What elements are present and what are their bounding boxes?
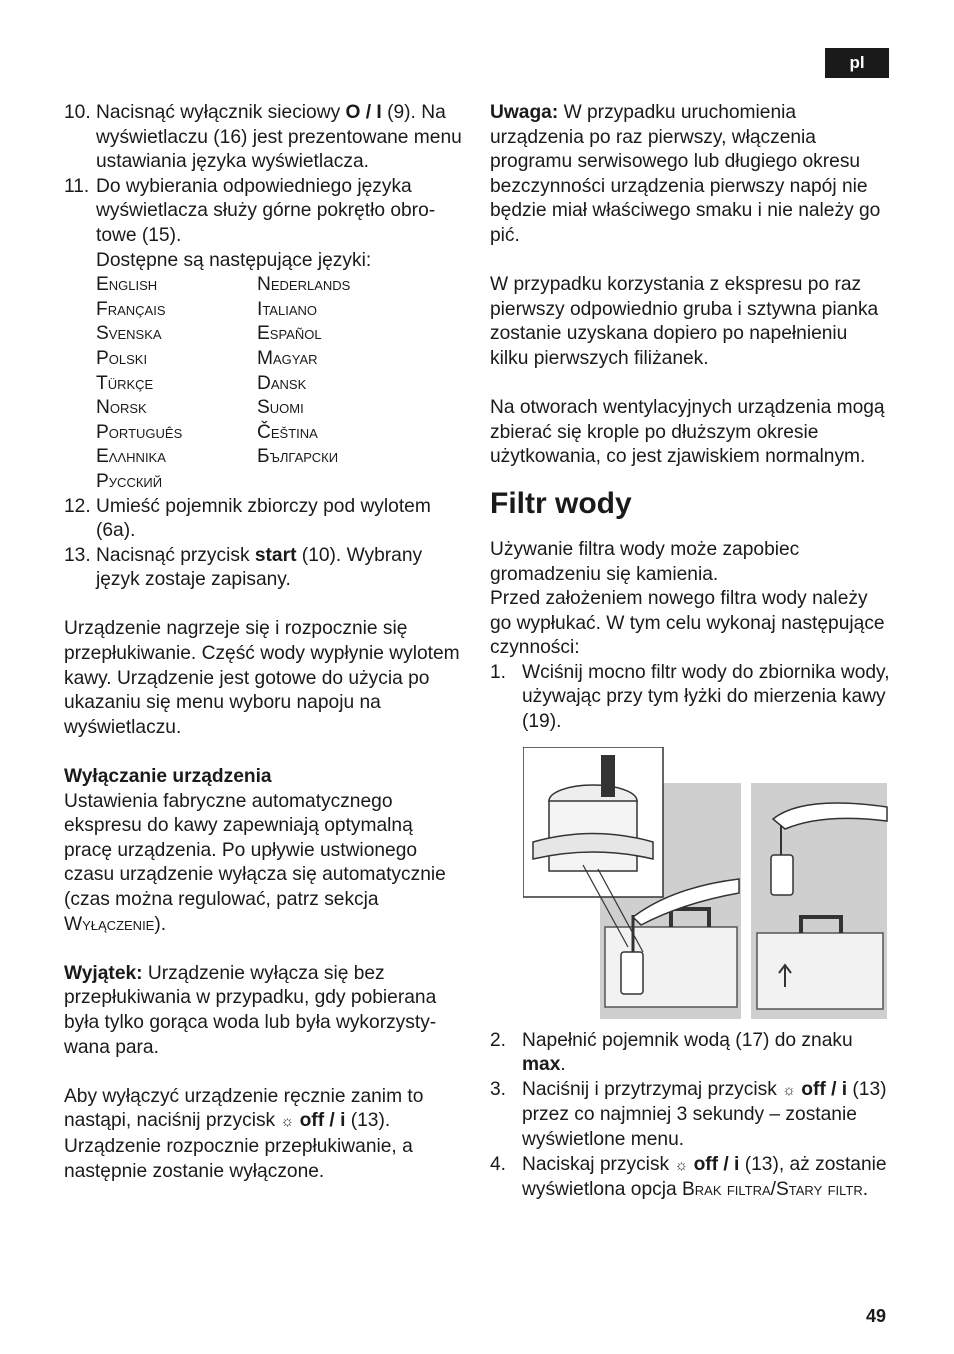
language-item: Русский	[96, 470, 163, 492]
step-number: 13.	[64, 544, 91, 566]
filter-intro: Używanie filtra wody może zapobiec gromadzeniu się kamienia.	[490, 538, 800, 585]
step-text: Dostępne są następujące języki:	[96, 249, 372, 271]
exception-label: Wyjątek:	[64, 962, 143, 984]
filter-step-3	[490, 1078, 890, 1153]
water-tank-right	[757, 933, 883, 1009]
right-column	[490, 101, 890, 1203]
step-number: 11.	[64, 175, 90, 197]
step-text-mid: (13), aż zostanie wyświetlona opcja	[522, 1153, 887, 1201]
off-button-label: off / i	[693, 1153, 740, 1175]
vent-paragraph: Na otworach wentylacyjnych urządzenia mogą zbierać się krople po dłuższym okresie użytkowania, co jest zjawiskiem normalnym.	[490, 397, 885, 468]
heating-paragraph: Urządzenie nagrzeje się i rozpocznie się przepłukiwanie. Część wody wypłynie wylotem kawy. Urządzenie jest gotowe do użycia po ukazaniu się menu wyboru napoju na wyświetlaczu.	[64, 618, 460, 738]
off-button-label: off / i	[801, 1078, 848, 1100]
water-filter-right	[771, 855, 793, 895]
filter-rinse-intro: Przed założeniem nowego filtra wody należy go wypłukać. W tym celu wykonaj następujące czynności:	[490, 588, 885, 659]
step-12	[64, 495, 464, 544]
language-item: Български	[257, 446, 339, 468]
language-item: Ελληνικα	[96, 446, 166, 468]
filter-illustration	[523, 747, 889, 1019]
note-paragraph	[490, 101, 890, 249]
step-10	[64, 101, 464, 175]
step-text: (9). Na wyświetlaczu (16) jest prezentowane menu ustawiania języka wyświetlacza.	[96, 102, 462, 173]
switch-off-text-end: ).	[154, 913, 167, 935]
switch-off-text: Ustawienia fabryczne automatycznego ekspresu do kawy zapewniają optymalną pracę urządzenia. Po upływie ustwionego czasu urządzenie wyłącza się automatycznie (czas można regulować, patrz sekcja	[64, 790, 446, 910]
manual-off-text: Aby wyłączyć urządzenie ręcznie zanim to nastąpi, naciśnij przycisk	[64, 1085, 424, 1132]
step-number: 10.	[64, 102, 91, 123]
step-text: Naciskaj przycisk	[522, 1153, 675, 1175]
language-item: Dansk	[257, 372, 307, 394]
switch-off-paragraph	[64, 790, 464, 938]
step-text: (10). Wybrany język zostaje zapisany.	[96, 544, 423, 591]
language-item: Suomi	[257, 397, 304, 419]
step-text: Naciśnij i przytrzymaj przycisk	[522, 1078, 783, 1100]
step-text: Nacisnąć przycisk	[96, 544, 255, 566]
language-item: Italiano	[257, 298, 317, 320]
menu-option-ref: Brak filtra/Stary filtr	[681, 1179, 863, 1201]
page-number: 49	[866, 1306, 887, 1326]
left-column	[64, 101, 464, 1184]
step-text-end: (13) przez co najmniej 3 sekundy – zostanie wyświetlone menu.	[522, 1078, 887, 1151]
step-number: 2.	[490, 1029, 507, 1051]
step-number: 12.	[64, 495, 91, 517]
step-text: Umieść pojemnik zbiorczy pod wylotem (6a).	[96, 495, 431, 542]
manual-off-text-end: (13). Urządzenie rozpocznie przepłukiwanie, a następnie zostanie wyłączone.	[64, 1110, 413, 1182]
step-text-end: .	[560, 1054, 566, 1076]
filter-step-4	[490, 1153, 890, 1203]
language-list	[96, 273, 464, 494]
manual-off-paragraph	[64, 1085, 464, 1184]
language-item: Polski	[96, 347, 148, 369]
filter-insert-illustration	[523, 747, 889, 1019]
water-filter-left	[621, 952, 643, 994]
step-13	[64, 544, 464, 593]
power-switch-label: O / I	[345, 102, 382, 123]
language-item: Magyar	[257, 347, 318, 369]
step-text-end: .	[862, 1179, 869, 1201]
language-item: Español	[257, 323, 322, 345]
power-drop-icon: ☼	[674, 1156, 689, 1174]
language-item: English	[96, 274, 158, 296]
step-text: Nacisnąć wyłącznik sieciowy	[96, 102, 346, 123]
step-text: Do wybierania odpowiedniego języka wyświetlacza służy górne pokrętło obrotowe (15).	[96, 175, 436, 246]
power-drop-icon: ☼	[782, 1081, 796, 1099]
note-label: Uwaga:	[490, 102, 559, 123]
filter-step-2	[490, 1029, 890, 1078]
start-button-label: start	[254, 544, 297, 566]
exception-paragraph	[64, 962, 464, 1060]
language-item: Nederlands	[257, 274, 351, 296]
max-mark-label: max	[522, 1054, 561, 1076]
step-text: Wciśnij mocno filtr wody do zbiornika wody, używając przy tym łyżki do mierzenia kawy (19).	[522, 661, 890, 733]
step-text: Napełnić pojemnik wodą (17) do znaku	[522, 1029, 853, 1051]
off-button-label: off / i	[299, 1110, 346, 1132]
language-item: Svenska	[96, 323, 162, 345]
language-tab: pl	[825, 48, 889, 78]
step-number: 4.	[490, 1153, 507, 1175]
filter-heading: Filtr wody	[490, 486, 632, 520]
switch-off-heading: Wyłączanie urządzenia	[64, 766, 272, 788]
switch-off-section-ref: Wyłączenie	[64, 913, 155, 935]
filter-step-1	[490, 661, 890, 735]
exception-text: Urządzenie wyłącza się bez przepłukiwania w przypadku, gdy pobierana była tylko gorąca woda lub była wykorzystywana para.	[64, 962, 437, 1058]
foam-paragraph: W przypadku korzystania z ekspresu po raz pierwszy odpowiednio gruba i sztywna pianka zostanie uzyskana dopiero po napełnieniu kilku pierwszych filiżanek.	[490, 274, 879, 369]
language-item: Türkçe	[96, 372, 154, 394]
language-item: Português	[96, 421, 183, 443]
step-number: 1.	[490, 661, 507, 683]
step-number: 3.	[490, 1078, 507, 1100]
step-11	[64, 175, 464, 495]
note-text: W przypadku uruchomienia urządzenia po raz pierwszy, włączenia programu serwisowego lub długiego okresu bezczynności urządzenia pierwszy napój nie będzie miał właściwego smaku i nie należy go pić.	[490, 102, 881, 246]
language-item: Français	[96, 298, 166, 320]
power-drop-icon: ☼	[280, 1113, 295, 1131]
language-item: Norsk	[96, 397, 147, 419]
language-item: Čeština	[257, 421, 318, 443]
